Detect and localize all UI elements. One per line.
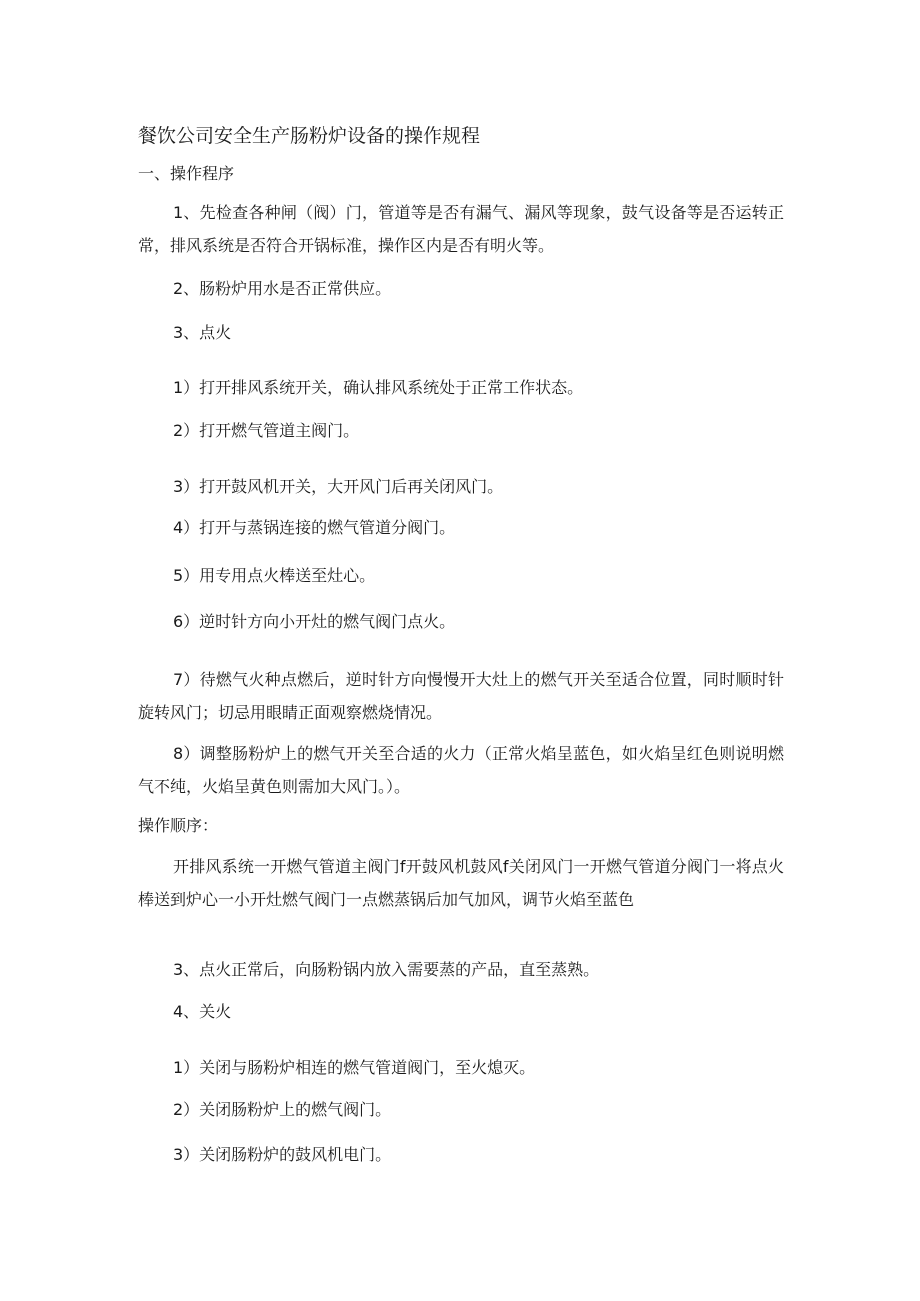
sequence-heading: 操作顺序：: [138, 816, 219, 835]
ignition-step-3: 3）打开鼓风机开关，大开风门后再关闭风门。: [173, 477, 504, 496]
ignition-step-1: 1）打开排风系统开关，确认排风系统处于正常工作状态。: [173, 378, 584, 397]
step-4-heading: 4、关火: [173, 1002, 232, 1021]
step-1-paragraph: 1、先检查各种闸（阀）门，管道等是否有漏气、漏风等现象，鼓气设备等是否运转正常，排风系统是否符合开锅标准，操作区内是否有明火等。: [138, 203, 784, 255]
sequence-paragraph: 开排风系统一开燃气管道主阀门f开鼓风机鼓风f关闭风门一开燃气管道分阀门一将点火棒送到炉心一小开灶燃气阀门一点燃蒸锅后加气加风，调节火焰至蓝色: [138, 857, 784, 909]
shutdown-step-1: 1）关闭与肠粉炉相连的燃气管道阀门，至火熄灭。: [173, 1058, 536, 1077]
shutdown-step-2: 2）关闭肠粉炉上的燃气阀门。: [173, 1100, 392, 1119]
section-heading-procedure: 一、操作程序: [138, 164, 235, 183]
ignition-step-4: 4）打开与蒸锅连接的燃气管道分阀门。: [173, 518, 456, 537]
ignition-step-5: 5）用专用点火棒送至灶心。: [173, 566, 376, 585]
ignition-step-2: 2）打开燃气管道主阀门。: [173, 421, 360, 440]
ignition-step-7: 7）待燃气火种点燃后，逆时针方向慢慢开大灶上的燃气开关至适合位置，同时顺时针旋转风门；切忌用眼睛正面观察燃烧情况。: [138, 670, 784, 722]
step-3-heading: 3、点火: [173, 323, 232, 342]
document-title: 餐饮公司安全生产肠粉炉设备的操作规程: [138, 125, 481, 147]
step-2: 2、肠粉炉用水是否正常供应。: [173, 279, 392, 298]
shutdown-step-3: 3）关闭肠粉炉的鼓风机电门。: [173, 1145, 392, 1164]
step-3-after: 3、点火正常后，向肠粉锅内放入需要蒸的产品，直至蒸熟。: [173, 960, 600, 979]
ignition-step-6: 6）逆时针方向小开灶的燃气阀门点火。: [173, 612, 456, 631]
ignition-step-8: 8）调整肠粉炉上的燃气开关至合适的火力（正常火焰呈蓝色，如火焰呈红色则说明燃气不纯，火焰呈黄色则需加大风门。）。: [138, 744, 784, 796]
